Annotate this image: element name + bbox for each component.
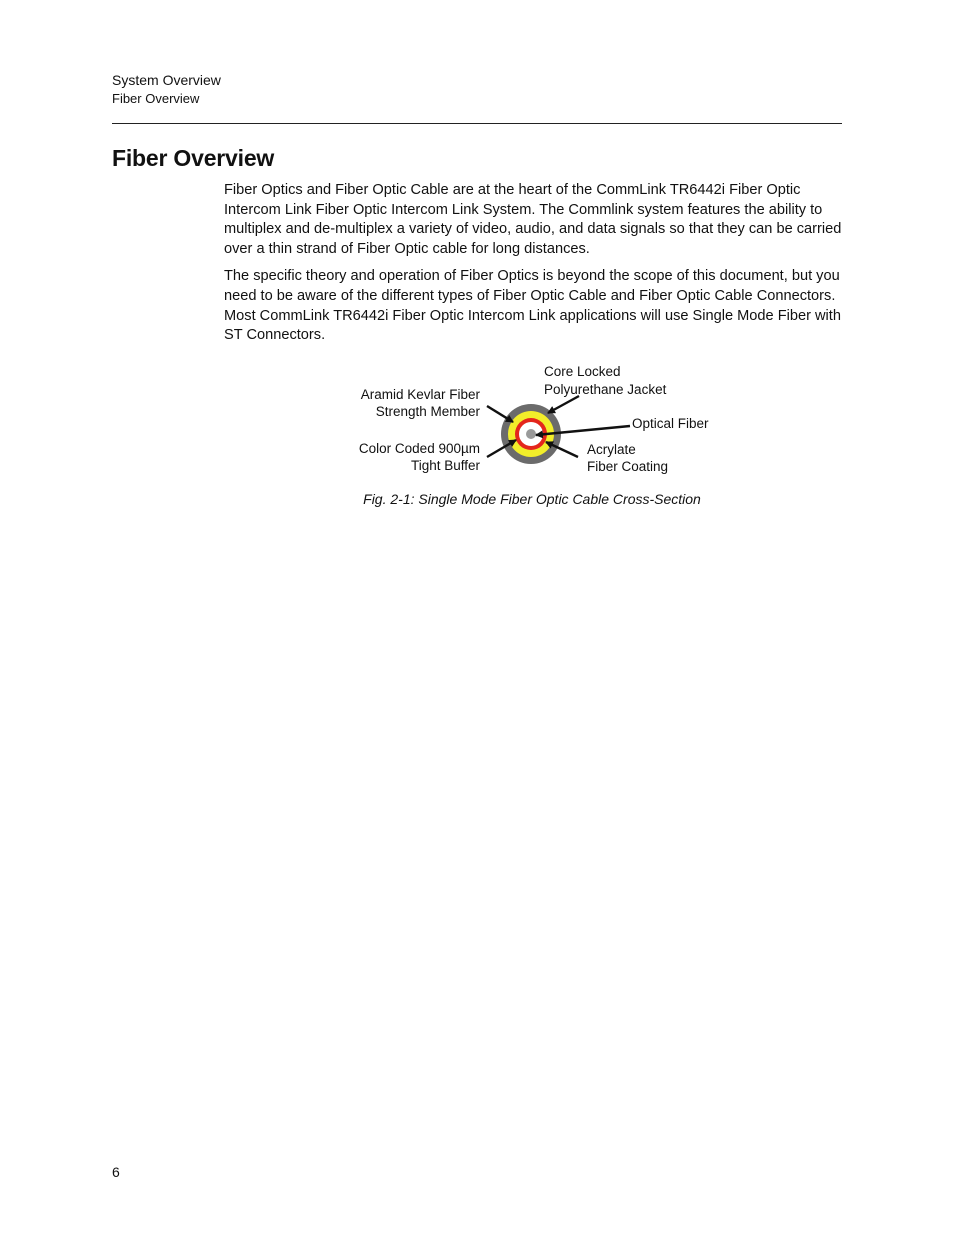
figure-caption: Fig. 2-1: Single Mode Fiber Optic Cable Cross-Section <box>363 491 701 507</box>
header-divider <box>112 123 842 124</box>
label-buffer-line2: Tight Buffer <box>410 458 480 473</box>
section-title: Fiber Overview <box>112 145 275 171</box>
jacket-arrow <box>548 396 579 413</box>
label-coating-line1: Acrylate <box>587 442 636 457</box>
cable-cross-section-figure <box>346 360 718 480</box>
fiber-core <box>526 429 536 439</box>
paragraph-intro: Fiber Optics and Fiber Optic Cable are at the heart of the CommLink TR6442i Fiber Optic Intercom Link Fiber Optic Intercom Link System. The Commlink system features the ability to multiplex and de-multiplex a variety of video, audio, and data signals so that they can be carried over a thin strand of Fiber Optic cable for long distances. <box>224 182 842 257</box>
page-number: 6 <box>112 1164 120 1180</box>
label-optical-fiber: Optical Fiber <box>632 416 709 431</box>
label-coating-line2: Fiber Coating <box>587 459 669 474</box>
paragraph-theory: The specific theory and operation of Fiber Optics is beyond the scope of this document, but you need to be aware of the different types of Fiber Optic Cable and Fiber Optic Cable Connectors. Most CommLink TR6442i Fiber Optic Intercom Link applications will use Single Mode Fiber with ST Connectors. <box>224 268 841 344</box>
cable-diagram <box>346 360 718 480</box>
label-kevlar-line1: Aramid Kevlar Fiber <box>360 387 480 402</box>
running-header-chapter: System Overview <box>112 72 221 88</box>
label-jacket-line2: Polyurethane Jacket <box>544 382 667 397</box>
body-text <box>224 181 842 354</box>
running-header <box>112 70 842 108</box>
running-header-section: Fiber Overview <box>112 91 200 106</box>
label-buffer-line1: Color Coded 900µm <box>358 441 480 456</box>
label-kevlar-line2: Strength Member <box>375 404 480 419</box>
label-jacket-line1: Core Locked <box>544 364 621 379</box>
